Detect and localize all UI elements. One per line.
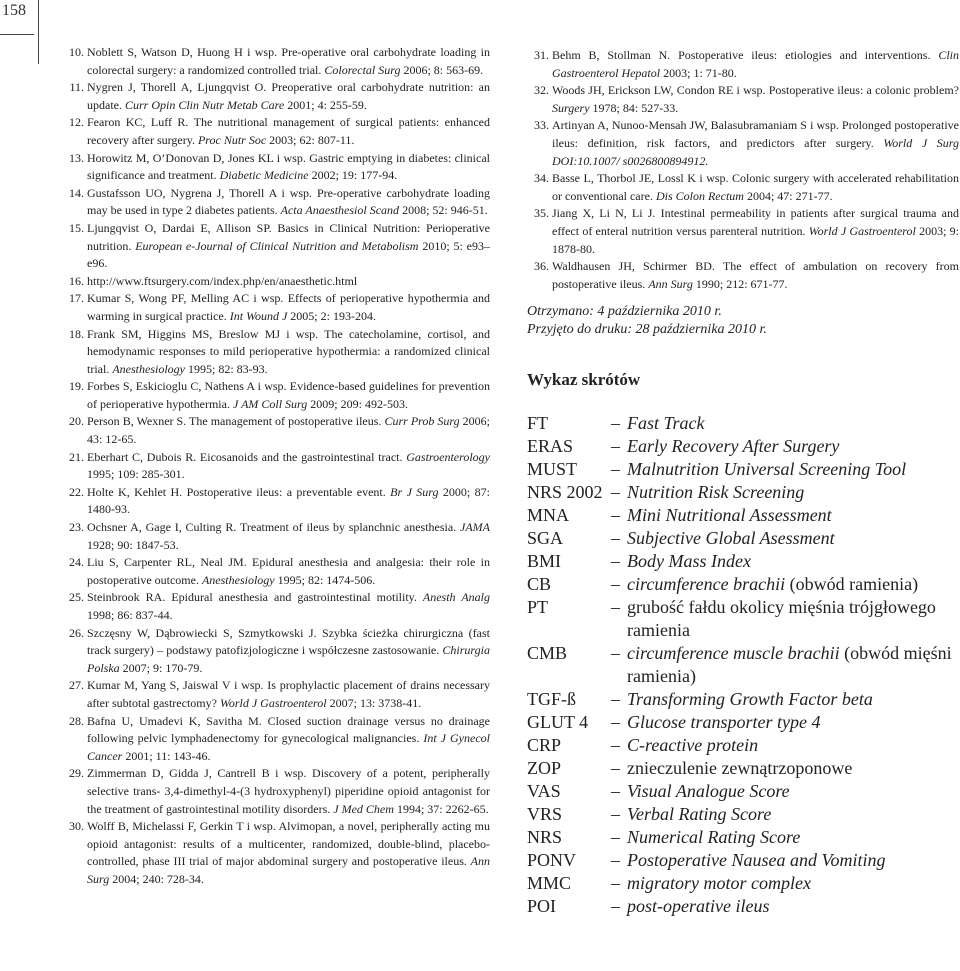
italic-text: Int J Gynecol Cancer: [87, 731, 490, 763]
text-segment: Artinyan A, Nunoo-Mensah JW, Balasubramaniam S i wsp. Prolonged postoperative ileus: definition, risk factors, and predictors after surgery.: [552, 118, 959, 150]
italic-text: Mini Nutritional Assessment: [627, 505, 832, 525]
reference-number: 29.: [69, 766, 84, 781]
text-segment: 2002; 19: 177-94.: [308, 168, 398, 183]
abbreviation-dash: –: [611, 712, 620, 732]
text-segment: Horowitz M, O’Donovan D, Jones KL i wsp. Gastric emptying in diabetes: clinical significance and treatment.: [87, 150, 490, 183]
reference-number: 16.: [69, 273, 84, 288]
italic-text: Malnutrition Universal Screening Tool: [627, 459, 907, 479]
text-segment: 2001; 4: 255-59.: [284, 97, 367, 112]
reference-item: [527, 47, 959, 82]
text-segment: Holte K, Kehlet H. Postoperative ileus: a preventable event.: [87, 484, 391, 499]
abbreviations-heading: Wykaz skrótów: [527, 370, 641, 389]
text-segment: http://www.ftsurgery.com/index.php/en/anaesthetic.html: [87, 273, 358, 288]
italic-text: JAMA: [460, 520, 490, 535]
reference-item: [62, 185, 490, 220]
text-segment: 2005; 2: 193-204.: [287, 308, 376, 323]
reference-item: [62, 519, 490, 554]
reference-item: [62, 326, 490, 379]
italic-text: Transforming Growth Factor beta: [627, 689, 873, 709]
italic-text: Early Recovery After Surgery: [627, 436, 840, 456]
abbreviation-definition: [627, 757, 960, 780]
abbreviation-dash: –: [611, 804, 620, 824]
text-segment: 1995; 109: 285-301.: [87, 467, 185, 482]
abbreviation-dash: –: [611, 873, 620, 893]
text-segment: 2006; 43: 12-65.: [87, 414, 491, 447]
text-segment: Szczęsny W, Dąbrowiecki S, Szmytkowski J. Szybka ścieżka chirurgiczna (fast track surgery) – podstawy patofizjologiczne i współczesne zastosowanie.: [87, 625, 490, 658]
reference-number: 12.: [69, 115, 84, 130]
abbreviation-dash: –: [611, 758, 620, 778]
reference-number: 21.: [69, 449, 84, 464]
reference-item: [62, 713, 490, 766]
abbreviation-row: [527, 734, 960, 757]
reference-number: 30.: [69, 819, 84, 834]
italic-text: Dis Colon Rectum: [655, 188, 744, 203]
reference-number: 33.: [534, 118, 549, 133]
reference-number: 14.: [69, 185, 84, 200]
page-number: 158: [2, 2, 26, 19]
text-segment: Ljungqvist O, Dardai E, Allison SP. Basics in Clinical Nutrition: Perioperative nutrition.: [87, 220, 490, 253]
italic-text: World J Gastroenterol: [219, 695, 327, 710]
text-segment: 2006; 8: 563-69.: [400, 62, 484, 77]
reference-item: [62, 79, 490, 114]
text-segment: Behm B, Stollman N. Postoperative ileus: etiologies and interventions.: [552, 48, 939, 62]
text-segment: 2010; 5: e93–e96.: [87, 238, 490, 271]
text-segment: Gustafsson UO, Nygrena J, Thorell A i wsp. Pre-operative carbohydrate loading may be used in type 2 diabetes patients.: [87, 185, 490, 218]
text-segment: Eberhart C, Dubois R. Eicosanoids and the gastrointestinal tract.: [87, 449, 407, 464]
abbreviation-row: [527, 435, 960, 458]
abbreviation-term: SGA: [527, 528, 564, 548]
italic-text: migratory motor complex: [627, 873, 811, 893]
abbreviation-definition: [627, 711, 960, 734]
abbreviation-dash: –: [611, 505, 620, 525]
italic-text: Ann Surg: [648, 276, 693, 291]
article-dates: [527, 303, 767, 339]
reference-number: 34.: [534, 171, 549, 186]
reference-number: 32.: [534, 83, 549, 98]
reference-item: [62, 220, 490, 273]
abbreviation-term: VRS: [527, 804, 563, 824]
text-segment: 2007; 9: 170-79.: [119, 660, 203, 675]
text-segment: Person B, Wexner S. The management of postoperative ileus.: [87, 414, 385, 429]
references-list-right: [527, 47, 959, 293]
abbreviation-row: [527, 780, 960, 803]
abbreviation-term: NRS: [527, 827, 563, 847]
reference-item: [527, 205, 959, 258]
abbreviation-term: NRS 2002: [527, 482, 603, 502]
text-segment: 1928; 90: 1847-53.: [87, 537, 179, 552]
reference-number: 26.: [69, 625, 84, 640]
corner-horizontal-rule: [0, 34, 34, 35]
reference-item: [62, 625, 490, 678]
text-segment: 2007; 13: 3738-41.: [326, 695, 422, 710]
references-list-left: [62, 44, 490, 889]
text-segment: 2003; 9: 1878-80.: [552, 223, 960, 256]
abbreviation-dash: –: [611, 482, 620, 502]
abbreviation-definition: [627, 596, 960, 642]
abbreviation-definition: [627, 849, 960, 872]
abbreviation-definition: [627, 573, 960, 596]
abbreviation-dash: –: [611, 850, 620, 870]
reference-number: 27.: [69, 678, 84, 693]
abbreviation-term: PONV: [527, 850, 577, 870]
text-segment: Kumar M, Yang S, Jaiswal V i wsp. Is prophylactic placement of drains necessary after subtotal gastrectomy?: [87, 678, 490, 710]
abbreviation-dash: –: [611, 413, 620, 433]
text-segment: Steinbrook RA. Epidural anesthesia and gastrointestinal motility.: [87, 590, 423, 605]
italic-text: circumference brachii: [627, 574, 786, 594]
abbreviation-definition: [627, 412, 960, 435]
abbreviation-term: TGF-ß: [527, 689, 576, 709]
italic-text: Anesthesiology: [201, 572, 275, 587]
text-segment: (obwód ramienia): [785, 574, 919, 594]
abbreviation-definition: [627, 527, 960, 550]
text-segment: Zimmerman D, Gidda J, Cantrell B i wsp. Discovery of a potent, peripherally selective trans- 3,4-dimethyl-4-(3 hydroxyphenyl) piperidine opioid antagonist for the treatment of gastrointestinal motility disorders.: [87, 766, 490, 816]
abbreviation-row: [527, 527, 960, 550]
abbreviation-row: [527, 688, 960, 711]
abbreviation-row: [527, 757, 960, 780]
text-segment: grubość fałdu okolicy mięśnia trójgłowego ramienia: [627, 597, 936, 640]
abbreviation-row: [527, 642, 960, 688]
abbreviation-definition: [627, 826, 960, 849]
reference-item: [62, 150, 490, 185]
italic-text: World J Gastroenterol: [808, 223, 916, 238]
reference-item: [62, 449, 490, 484]
abbreviation-term: ZOP: [527, 758, 562, 778]
reference-number: 24.: [69, 555, 84, 570]
text-segment: Nygren J, Thorell A, Ljungqvist O. Preoperative oral carbohydrate nutrition: an update.: [87, 80, 490, 112]
italic-text: Br J Surg: [390, 484, 439, 499]
abbreviation-term: MMC: [527, 873, 572, 893]
text-segment: 1995; 82: 83-93.: [184, 361, 268, 376]
italic-text: Acta Anaesthesiol Scand: [280, 203, 400, 218]
references-right-column: [527, 47, 959, 293]
text-segment: Kumar S, Wong PF, Melling AC i wsp. Effects of perioperative hypothermia and warming in surgical practice.: [87, 291, 490, 323]
italic-text: Verbal Rating Score: [627, 804, 772, 824]
abbreviation-dash: –: [611, 528, 620, 548]
italic-text: Clin Gastroenterol Hepatol: [552, 48, 959, 80]
reference-item: [527, 82, 959, 117]
italic-text: J AM Coll Surg: [232, 396, 308, 411]
reference-number: 25.: [69, 590, 84, 605]
abbreviation-definition: [627, 435, 960, 458]
italic-text: Surgery: [552, 100, 590, 115]
abbreviation-row: [527, 872, 960, 895]
abbreviation-term: PT: [527, 597, 549, 617]
abbreviation-definition: [627, 504, 960, 527]
accepted-date: Przyjęto do druku: 28 października 2010 r.: [527, 322, 767, 337]
abbreviations-list: [527, 412, 960, 918]
text-segment: Bafna U, Umadevi K, Savitha M. Closed suction drainage versus no drainage following pelvic lymphadenectomy for gynecological malignancies.: [87, 713, 490, 746]
abbreviation-row: [527, 895, 960, 918]
text-segment: 2009; 209: 492-503.: [307, 396, 408, 411]
abbreviation-definition: [627, 780, 960, 803]
italic-text: Curr Opin Clin Nutr Metab Care: [125, 97, 285, 112]
italic-text: World J Surg DOI:10.1007/ s0026800894912.: [552, 135, 959, 168]
abbreviation-row: [527, 711, 960, 734]
reference-item: [527, 258, 959, 293]
text-segment: Ochsner A, Gage I, Culting R. Treatment of ileus by splanchnic anesthesia.: [87, 520, 461, 535]
abbreviation-row: [527, 458, 960, 481]
text-segment: Liu S, Carpenter RL, Neal JM. Epidural anesthesia and analgesia: their role in postoperative outcome.: [87, 555, 490, 587]
abbreviation-row: [527, 826, 960, 849]
reference-item: [62, 484, 490, 519]
italic-text: European e-Journal of Clinical Nutrition and Metabolism: [135, 238, 419, 253]
text-segment: 1995; 82: 1474-506.: [274, 572, 376, 587]
text-segment: 2003; 62: 807-11.: [266, 132, 355, 147]
text-segment: 2004; 47: 271-77.: [743, 188, 833, 203]
text-segment: 1978; 84: 527-33.: [589, 100, 679, 115]
reference-number: 23.: [69, 520, 84, 535]
abbreviation-definition: [627, 550, 960, 573]
reference-item: [62, 273, 490, 291]
reference-item: [62, 413, 490, 448]
reference-item: [62, 44, 490, 79]
italic-text: Ann Surg: [87, 854, 490, 886]
reference-number: 17.: [69, 291, 84, 306]
abbreviation-term: CB: [527, 574, 552, 594]
italic-text: post-operative ileus: [627, 896, 770, 916]
italic-text: Visual Analogue Score: [627, 781, 790, 801]
abbreviation-row: [527, 481, 960, 504]
abbreviation-row: [527, 803, 960, 826]
italic-text: Numerical Rating Score: [627, 827, 801, 847]
abbreviation-term: ERAS: [527, 436, 574, 456]
abbreviation-definition: [627, 895, 960, 918]
text-segment: znieczulenie zewnątrzoponowe: [627, 758, 853, 778]
references-left-column: [62, 44, 490, 889]
reference-number: 19.: [69, 379, 84, 394]
italic-text: Proc Nutr Soc: [197, 132, 267, 147]
reference-item: [527, 170, 959, 205]
abbreviation-term: BMI: [527, 551, 562, 571]
reference-item: [62, 290, 490, 325]
abbreviation-row: [527, 550, 960, 573]
italic-text: Fast Track: [627, 413, 705, 433]
reference-number: 11.: [69, 80, 84, 95]
reference-number: 28.: [69, 713, 84, 728]
abbreviation-row: [527, 504, 960, 527]
abbreviation-dash: –: [611, 896, 620, 916]
italic-text: Chirurgia Polska: [87, 643, 490, 675]
text-segment: 2004; 240: 728-34.: [109, 871, 204, 886]
abbreviation-dash: –: [611, 459, 620, 479]
reference-number: 36.: [534, 259, 549, 274]
text-segment: Noblett S, Watson D, Huong H i wsp. Pre-operative oral carbohydrate loading in colorectal surgery: a randomized controlled trial.: [87, 45, 490, 77]
abbreviation-dash: –: [611, 597, 620, 617]
abbreviation-dash: –: [611, 436, 620, 456]
text-segment: 2001; 11: 143-46.: [122, 748, 211, 763]
abbreviation-row: [527, 412, 960, 435]
abbreviation-term: FT: [527, 413, 549, 433]
corner-vertical-rule: [38, 0, 39, 64]
abbreviation-definition: [627, 688, 960, 711]
abbreviation-row: [527, 596, 960, 642]
italic-text: circumference muscle brachii: [627, 643, 840, 663]
abbreviation-term: CMB: [527, 643, 568, 663]
text-segment: Frank SM, Higgins MS, Breslow MJ i wsp. The catecholamine, cortisol, and hemodynamic responses to mild perioperative hypothermia: a randomized clinical trial.: [87, 326, 490, 376]
italic-text: J Med Chem: [333, 801, 394, 816]
abbreviation-definition: [627, 642, 960, 688]
abbreviation-term: POI: [527, 896, 557, 916]
text-segment: Fearon KC, Luff R. The nutritional management of surgical patients: enhanced recovery after surgery.: [87, 115, 490, 147]
reference-item: [62, 589, 490, 624]
abbreviation-dash: –: [611, 574, 620, 594]
text-segment: 1990; 212: 671-77.: [692, 276, 788, 291]
abbreviation-term: VAS: [527, 781, 561, 801]
text-segment: 1994; 37: 2262-65.: [393, 801, 489, 816]
italic-text: Colorectal Surg: [324, 62, 401, 77]
reference-item: [62, 554, 490, 589]
abbreviation-term: MUST: [527, 459, 578, 479]
italic-text: Nutrition Risk Screening: [627, 482, 805, 502]
text-segment: 2000; 87: 1480-93.: [87, 484, 490, 517]
reference-item: [62, 378, 490, 413]
abbreviation-term: GLUT 4: [527, 712, 589, 732]
abbreviation-definition: [627, 481, 960, 504]
text-segment: Jiang X, Li N, Li J. Intestinal permeability in patients after surgical trauma and effect of enteral nutrition versus parenteral nutrition.: [552, 206, 959, 238]
reference-number: 13.: [69, 150, 84, 165]
abbreviation-dash: –: [611, 643, 620, 663]
text-segment: Basse L, Thorbol JE, Lossl K i wsp. Colonic surgery with accelerated rehabilitation or conventional care.: [552, 171, 959, 203]
abbreviation-term: CRP: [527, 735, 562, 755]
abbreviation-definition: [627, 803, 960, 826]
italic-text: Curr Prob Surg: [384, 414, 460, 429]
reference-number: 31.: [534, 48, 549, 62]
italic-text: Anesth Analg: [422, 590, 491, 605]
text-segment: (obwód mięśni ramienia): [627, 643, 952, 686]
reference-number: 35.: [534, 206, 549, 221]
abbreviation-dash: –: [611, 781, 620, 801]
italic-text: Subjective Global Asessment: [627, 528, 835, 548]
text-segment: Wolff B, Michelassi F, Gerkin T i wsp. Alvimopan, a novel, peripherally acting mu opioid antagonist: results of a multicenter, randomized, double-blind, placebo-controlled, phase III trial of major abdominal surgery and postoperative ileus.: [87, 819, 490, 869]
italic-text: Int Wound J: [229, 308, 288, 323]
italic-text: Glucose transporter type 4: [627, 712, 821, 732]
reference-item: [62, 114, 490, 149]
reference-item: [62, 677, 490, 712]
text-segment: Woods JH, Erickson LW, Condon RE i wsp. Postoperative ileus: a colonic problem?: [552, 83, 959, 98]
abbreviation-row: [527, 849, 960, 872]
text-segment: 2008; 52: 946-51.: [399, 203, 488, 218]
abbreviation-row: [527, 573, 960, 596]
abbreviation-dash: –: [611, 827, 620, 847]
italic-text: Gastroenterology: [406, 449, 490, 464]
received-date: Otrzymano: 4 października 2010 r.: [527, 304, 722, 319]
reference-number: 15.: [69, 220, 84, 235]
text-segment: 1998; 86: 837-44.: [87, 608, 173, 622]
abbreviation-term: MNA: [527, 505, 570, 525]
abbreviation-dash: –: [611, 735, 620, 755]
italic-text: Diabetic Medicine: [219, 168, 309, 183]
abbreviation-definition: [627, 734, 960, 757]
reference-item: [62, 765, 490, 818]
text-segment: Waldhausen JH, Schirmer BD. The effect of ambulation on recovery from postoperative ileus.: [552, 259, 959, 291]
italic-text: Anesthesiology: [112, 361, 185, 376]
italic-text: Body Mass Index: [627, 551, 751, 571]
reference-item: [62, 818, 490, 888]
abbreviation-definition: [627, 458, 960, 481]
abbreviation-dash: –: [611, 551, 620, 571]
reference-number: 22.: [69, 484, 84, 499]
italic-text: C-reactive protein: [627, 735, 759, 755]
reference-item: [527, 117, 959, 170]
text-segment: Forbes S, Eskicioglu C, Nathens A i wsp. Evidence-based guidelines for prevention of perioperative hypothermia.: [87, 379, 490, 411]
abbreviation-definition: [627, 872, 960, 895]
reference-number: 20.: [69, 414, 84, 429]
reference-number: 18.: [69, 326, 84, 341]
abbreviation-dash: –: [611, 689, 620, 709]
reference-number: 10.: [69, 45, 84, 59]
italic-text: Postoperative Nausea and Vomiting: [627, 850, 886, 870]
text-segment: 2003; 1: 71-80.: [660, 65, 737, 80]
